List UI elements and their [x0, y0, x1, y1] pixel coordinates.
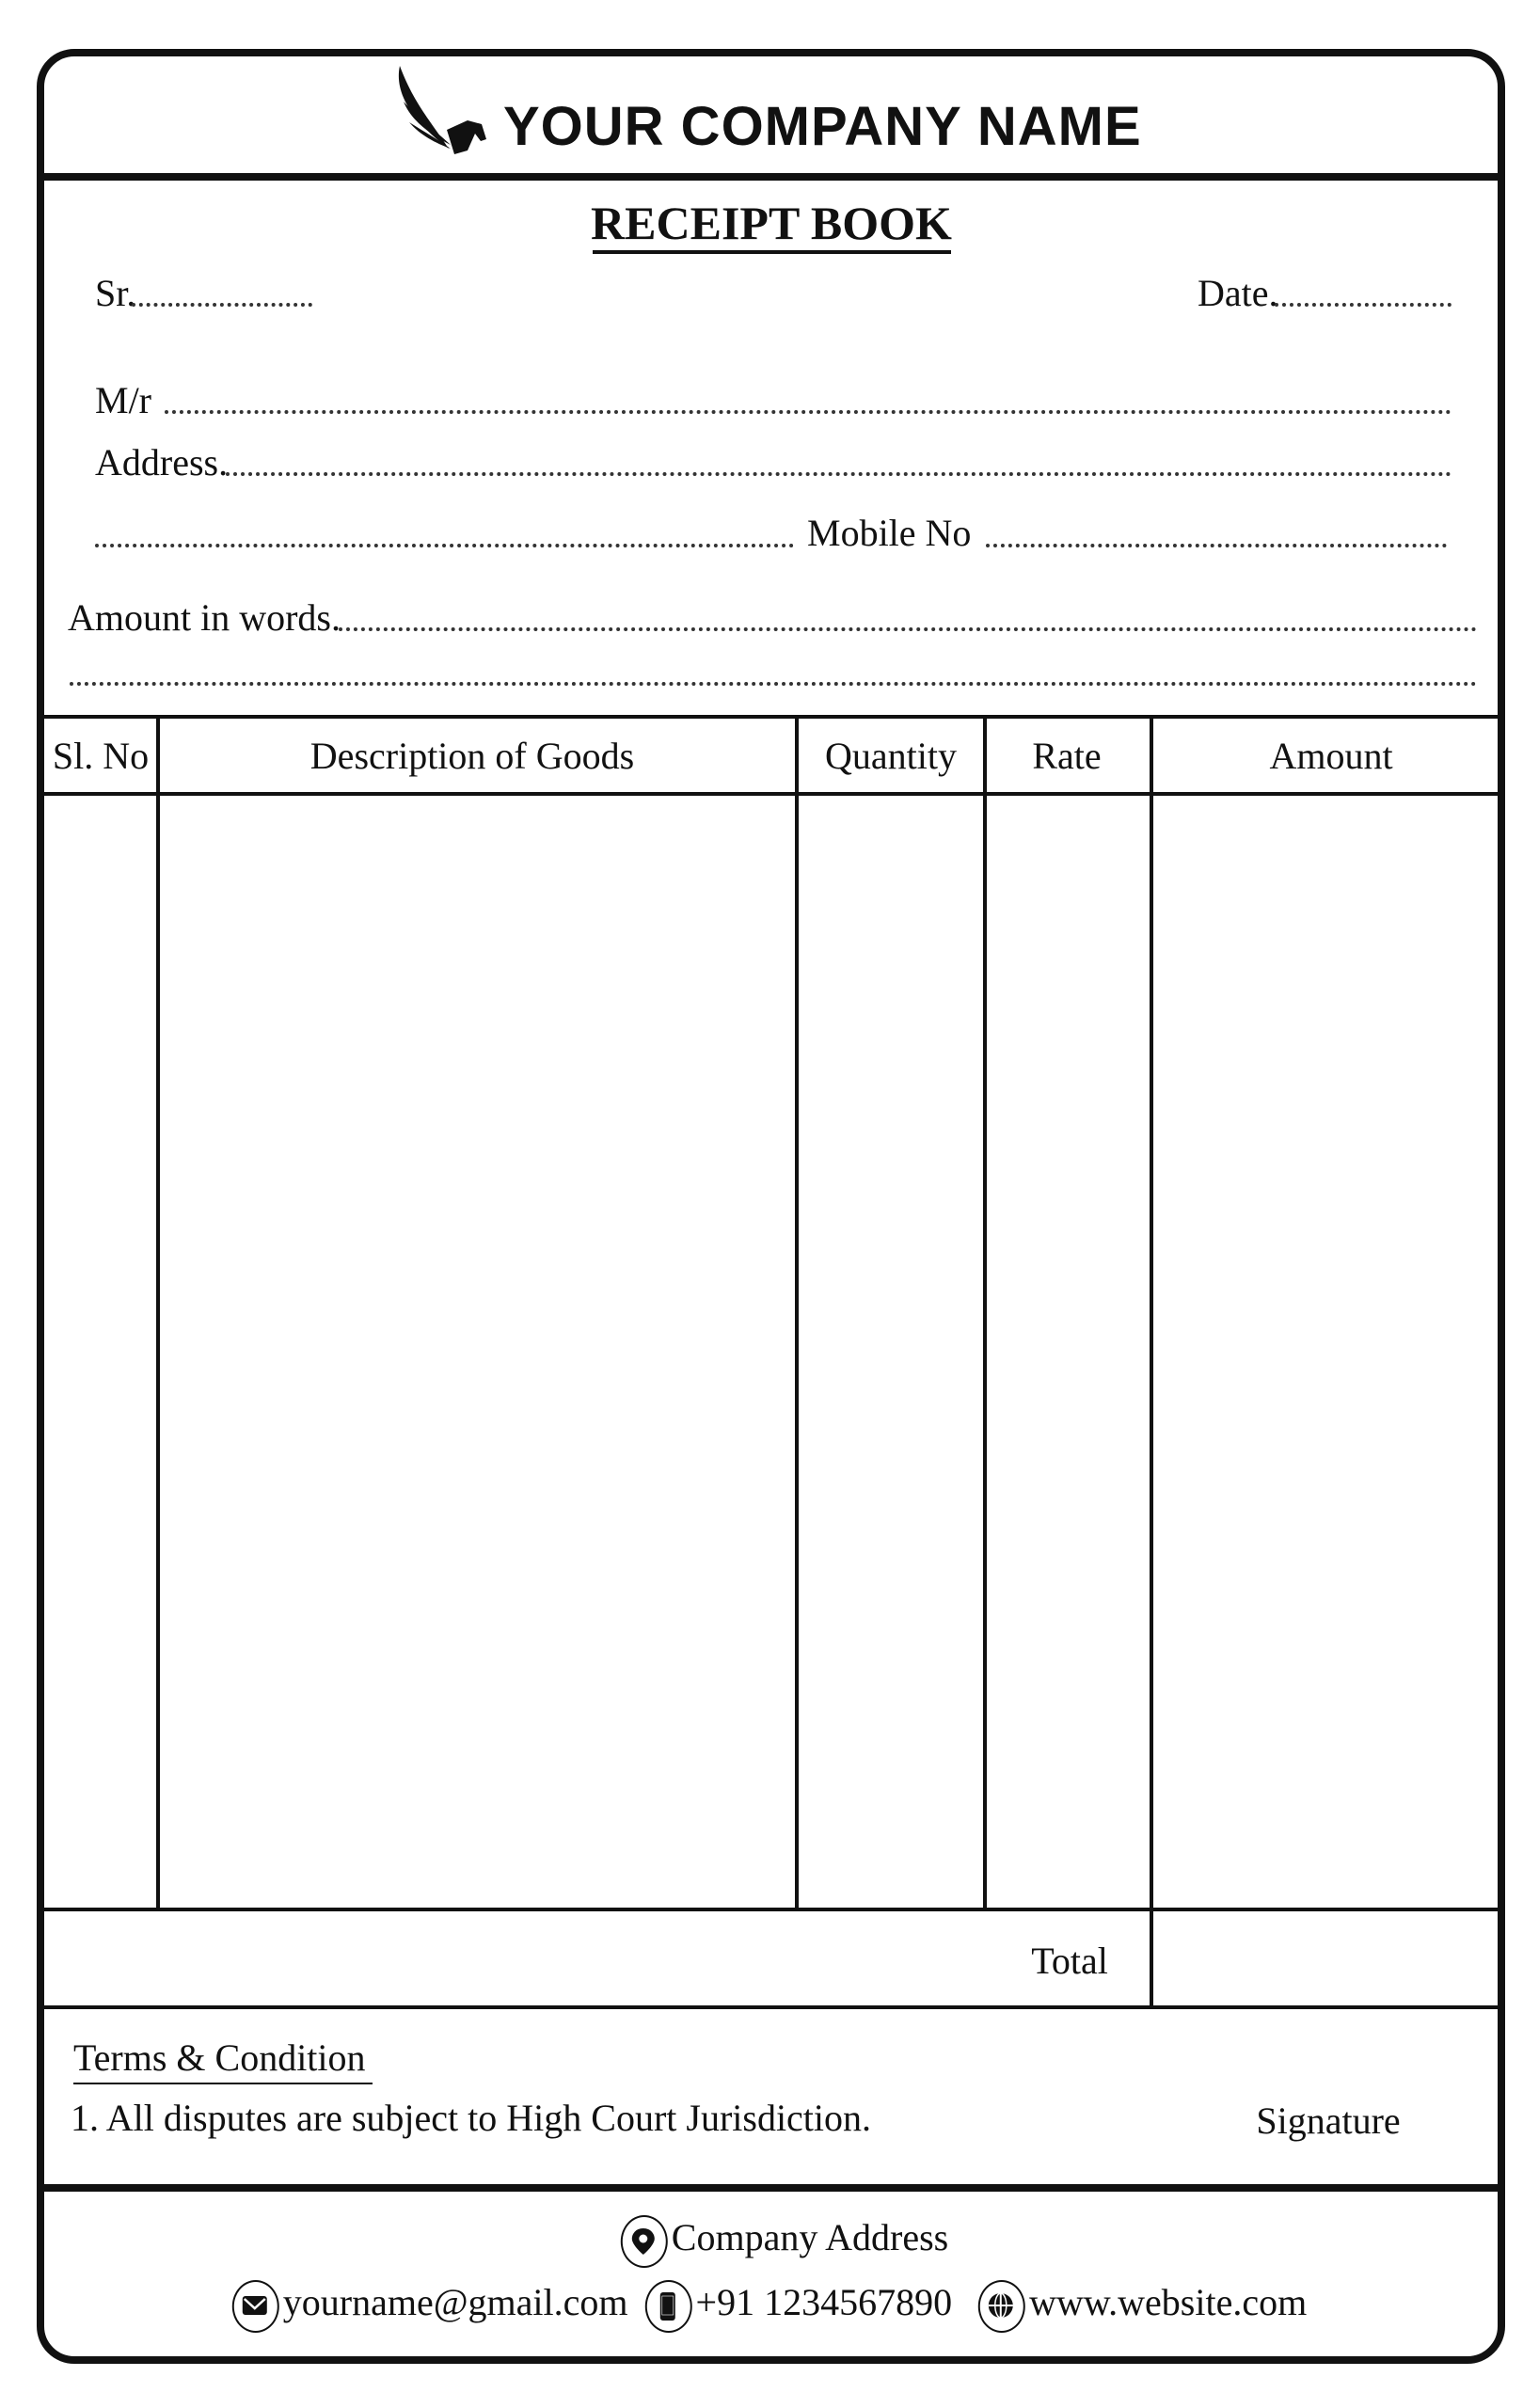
mobile-phone-icon: [645, 2280, 692, 2333]
company-address: Company Address: [671, 2216, 949, 2259]
title-underline: [593, 250, 951, 254]
mobile-label: Mobile No: [807, 512, 972, 554]
address-label: Address.: [95, 441, 229, 483]
date-field[interactable]: [1275, 303, 1452, 307]
total-row-bottom-border: [40, 2005, 1498, 2009]
table-body-bottom-border: [40, 1908, 1498, 1911]
mobile-field[interactable]: [986, 544, 1447, 547]
date-label: Date.: [1198, 272, 1278, 314]
footer-contact-row: [232, 2280, 1307, 2333]
terms-item: 1. All disputes are subject to High Court Jurisdiction.: [71, 2097, 872, 2139]
footer-address-row: [621, 2215, 948, 2268]
email-icon: [232, 2280, 279, 2333]
contact-website[interactable]: www.website.com: [1029, 2281, 1308, 2324]
globe-icon: [978, 2280, 1025, 2333]
column-header-description: Description of Goods: [309, 735, 635, 777]
terms-heading: Terms & Condition: [73, 2036, 366, 2079]
contact-email[interactable]: yourname@gmail.com: [282, 2281, 628, 2324]
column-divider: [795, 715, 799, 1911]
total-label: Total: [1031, 1940, 1108, 1982]
address-field[interactable]: [226, 472, 1452, 476]
mr-field[interactable]: [165, 410, 1452, 414]
column-header-quantity: Quantity: [825, 735, 957, 777]
contact-phone[interactable]: +91 1234567890: [695, 2281, 953, 2324]
signature-label: Signature: [1256, 2099, 1401, 2142]
sr-field[interactable]: [132, 303, 312, 307]
column-header-amount: Amount: [1269, 735, 1393, 777]
amount-words-label: Amount in words.: [68, 596, 341, 639]
column-header-rate: Rate: [1032, 735, 1102, 777]
address-line-2-field[interactable]: [95, 544, 794, 547]
table-top-border: [40, 715, 1498, 719]
header-divider: [40, 173, 1498, 181]
column-header-sl-no: Sl. No: [52, 735, 150, 777]
terms-underline: [73, 2083, 373, 2084]
pegasus-logo-icon: [392, 64, 496, 158]
description-cell-area[interactable]: [160, 796, 795, 1909]
column-divider: [983, 715, 987, 1911]
column-divider: [1150, 715, 1153, 2008]
amount-words-field[interactable]: [339, 627, 1477, 631]
company-name: YOUR COMPANY NAME: [503, 96, 1142, 157]
location-pin-icon: [621, 2215, 668, 2268]
amount-words-line-2-field[interactable]: [70, 682, 1477, 686]
mr-label: M/r: [95, 379, 151, 421]
sr-label: Sr.: [95, 272, 136, 314]
footer-divider: [40, 2184, 1498, 2192]
form-title: RECEIPT BOOK: [591, 197, 952, 249]
